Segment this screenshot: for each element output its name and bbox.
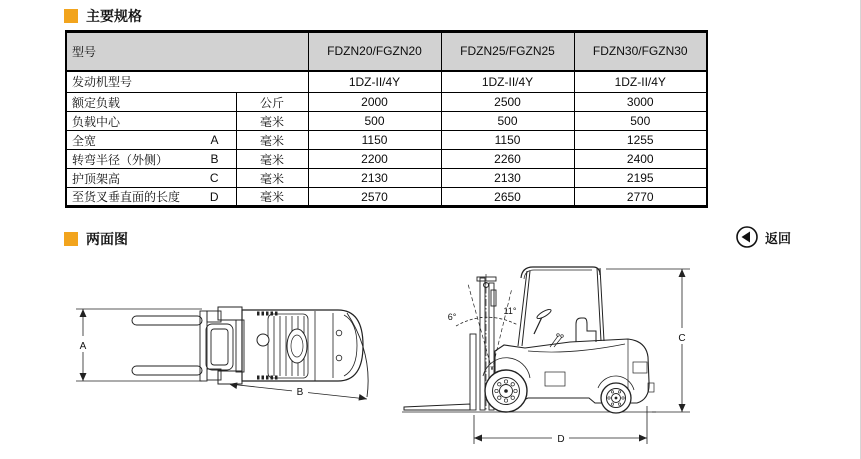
unit-cell: 毫米 (236, 112, 308, 131)
front-wheel (485, 370, 527, 412)
seat (576, 318, 596, 342)
cell-value: 2650 (441, 188, 574, 207)
model-column-fdzn25: FDZN25/FGZN25 (441, 32, 574, 71)
seat-top-view (287, 329, 307, 363)
back-arrow-icon (735, 225, 759, 249)
dimension-b (229, 383, 367, 401)
orange-bullet-icon (64, 232, 78, 246)
row-label: 全宽 A (66, 131, 236, 150)
model-column-fdzn30: FDZN30/FGZN30 (574, 32, 707, 71)
rear-wheel (601, 383, 631, 413)
cell-value: 1DZ-II/4Y (441, 71, 574, 93)
dim-b-label: B (296, 387, 304, 398)
specs-section-header (64, 6, 142, 26)
cell-value: 2260 (441, 150, 574, 169)
front-wheels-top-view (218, 307, 242, 384)
forklift-top-view-drawing (60, 270, 380, 405)
row-label: 额定负载 (66, 93, 236, 112)
forks-top-view (132, 316, 202, 375)
tilt-backward-label: 11° (503, 306, 517, 316)
table-row (66, 112, 707, 131)
dim-c-label: C (678, 333, 686, 344)
steering-wheel (534, 308, 552, 334)
forklift-side-view-drawing (400, 252, 700, 459)
cell-value: 2570 (308, 188, 441, 207)
cell-value: 500 (574, 112, 707, 131)
cell-value: 1DZ-II/4Y (574, 71, 707, 93)
counterweight-top-view (315, 311, 357, 381)
row-label: 转弯半径（外侧） B (66, 150, 236, 169)
back-button[interactable] (735, 225, 791, 249)
table-row (66, 93, 707, 112)
dimension-a (75, 309, 202, 381)
model-column-fdzn20: FDZN20/FGZN20 (308, 32, 441, 71)
table-row (66, 169, 707, 188)
body-details (528, 334, 654, 402)
cell-value: 500 (441, 112, 574, 131)
cell-value: 2130 (441, 169, 574, 188)
table-row (66, 71, 707, 93)
dim-d-label: D (557, 434, 565, 445)
table-row (66, 131, 707, 150)
unit-cell: 毫米 (236, 150, 308, 169)
row-label: 至货叉垂直面的长度 D (66, 188, 236, 207)
table-header-row (66, 32, 707, 71)
cell-value: 2130 (308, 169, 441, 188)
cell-value: 1DZ-II/4Y (308, 71, 441, 93)
turning-radius-arc (347, 313, 368, 397)
cell-value: 1255 (574, 131, 707, 150)
back-button-label: 返回 (765, 230, 792, 246)
row-label: 发动机型号 (66, 71, 308, 93)
fork-side-view (404, 334, 476, 410)
row-label: 负载中心 (66, 112, 236, 131)
cell-value: 1150 (308, 131, 441, 150)
dim-a-label: A (79, 341, 87, 352)
specs-section-title: 主要规格 (86, 8, 142, 24)
cell-value: 2770 (574, 188, 707, 207)
cell-value: 1150 (441, 131, 574, 150)
steering-wheel-top-view (257, 334, 269, 346)
cell-value: 2500 (441, 93, 574, 112)
diagram-section-title: 两面图 (86, 231, 128, 247)
cell-value: 2400 (574, 150, 707, 169)
diagram-section-header (64, 229, 128, 249)
model-header-cell: 型号 (66, 32, 308, 71)
unit-cell: 毫米 (236, 169, 308, 188)
mast-tilt-indicator (448, 284, 518, 370)
cell-value: 2195 (574, 169, 707, 188)
spec-table (65, 30, 708, 208)
table-row (66, 188, 707, 207)
row-label: 护顶架高 C (66, 169, 236, 188)
tilt-forward-label: 6° (447, 312, 457, 322)
unit-cell: 毫米 (236, 188, 308, 207)
unit-cell: 公斤 (236, 93, 308, 112)
unit-cell: 毫米 (236, 131, 308, 150)
orange-bullet-icon (64, 9, 78, 23)
cell-value: 2200 (308, 150, 441, 169)
cell-value: 500 (308, 112, 441, 131)
cell-value: 3000 (574, 93, 707, 112)
table-row (66, 150, 707, 169)
cell-value: 2000 (308, 93, 441, 112)
overhead-guard (518, 267, 604, 346)
